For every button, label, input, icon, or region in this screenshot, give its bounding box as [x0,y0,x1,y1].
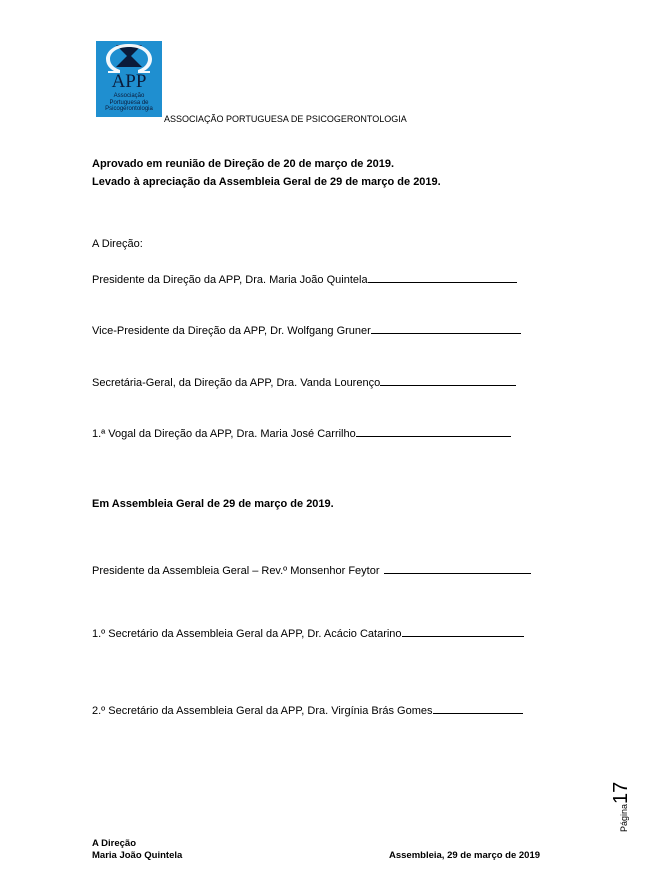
logo-acronym: APP [111,71,147,92]
signatory-label: Secretária-Geral, da Direção da APP, Dra. Vanda Lourenço [92,377,381,389]
signatory-label: Vice-Presidente da Direção da APP, Dr. Wolfgang Gruner [92,325,371,337]
signatory-label: Presidente da Direção da APP, Dra. Maria João Quintela [92,274,368,286]
signature-blank [402,624,524,637]
organization-name: ASSOCIAÇÃO PORTUGUESA DE PSICOGERONTOLOGIA [164,114,407,124]
logo-subtitle-line: Portuguesa de [109,99,149,106]
signature-line [92,270,517,287]
signature-line [92,701,523,718]
footer-right: Assembleia, 29 de março de 2019 [389,850,541,861]
signature-line [92,624,524,641]
footer-left-line-1: A Direção [92,838,136,849]
signature-blank [371,321,521,334]
approval-line-2: Levado à apreciação da Assembleia Geral de 29 de março de 2019. [92,176,441,188]
signatory-label: 1.ª Vogal da Direção da APP, Dra. Maria José Carrilho [92,428,356,440]
logo-subtitle-line: Associação [113,93,145,99]
signature-blank [384,561,531,574]
omega-hourglass-icon [96,41,162,75]
logo-subtitle [96,93,162,113]
assembly-heading: Em Assembleia Geral de 29 de março de 2019. [92,498,334,510]
signature-blank [368,270,517,283]
page-number [594,772,632,832]
signatory-label: 1.º Secretário da Assembleia Geral da APP, Dr. Acácio Catarino [92,628,402,640]
page-label: Página [619,803,629,832]
approval-line-1: Aprovado em reunião de Direção de 20 de março de 2019. [92,158,395,170]
footer-left [92,838,182,862]
signatory-label: 2.º Secretário da Assembleia Geral da APP, Dra. Virgínia Brás Gomes [92,705,433,717]
app-logo [96,41,162,117]
signature-blank [433,701,523,714]
signatory-label: Presidente da Assembleia Geral – Rev.º Monsenhor Feytor [92,565,380,577]
direction-heading: A Direção: [92,238,143,250]
footer-left-line-2: Maria João Quintela [92,850,183,861]
signature-line [92,424,511,441]
page-value: 17 [610,781,632,804]
signature-line [92,561,531,578]
signature-line [92,373,516,390]
signature-blank [356,424,511,437]
logo-subtitle-line: Psicogerontologia [105,106,153,113]
signature-line [92,321,521,338]
signature-blank [380,373,516,386]
